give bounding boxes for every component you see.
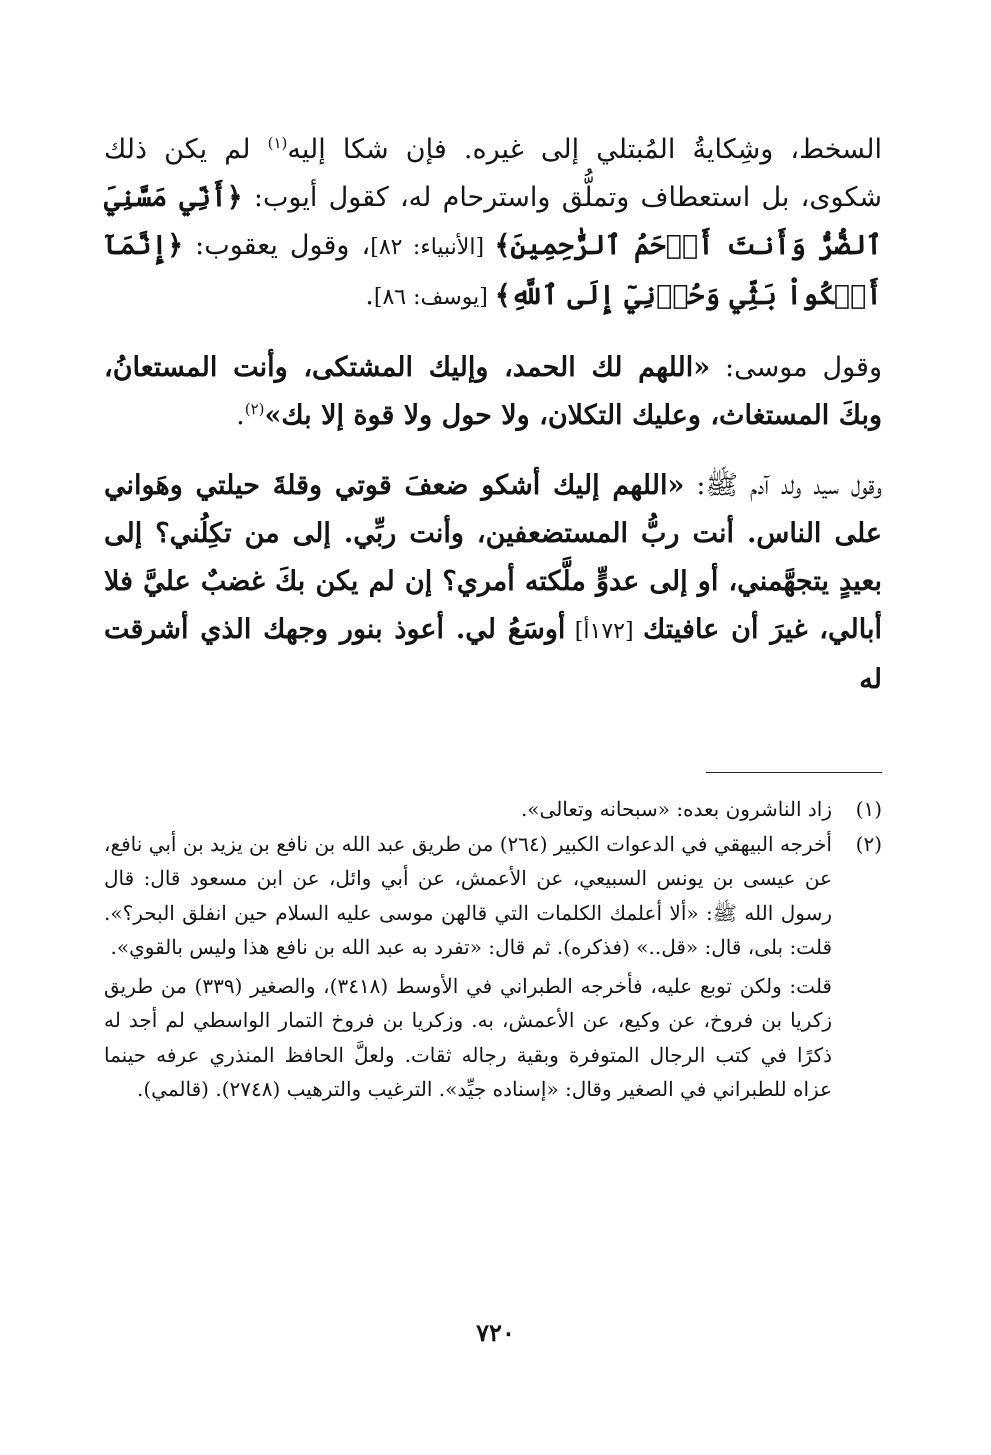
paragraph-1 [104,126,882,322]
prophet-supplication-cont: أوسَعُ لي. أعوذ بنور وجهك الذي أشرقت له [104,614,882,695]
footnotes [104,792,882,1107]
page-number: ٧٢٠ [476,1318,515,1347]
text-run: وقول موسى: [710,352,883,383]
footnote-number: (٢) [855,831,882,856]
manuscript-folio-marker: [١٧٢أ] [565,619,643,644]
quran-verse-ayyub: ﴿أَنِّي مَسَّنِيَ ٱلضُّرُّ وَأَنتَ أَرۡحَمُ ٱلرَّٰحِمِينَ﴾ [104,182,883,261]
musa-supplication: «اللهم لك الحمد، وإليك المشتكى، وأنت المستعانُ، وبكَ المستغاث، وعليك التكلان، ولا حول ولا قوة إلا بك» [104,352,882,431]
text-run: . [365,280,374,311]
text-run: السخط، وشِكايةُ المُبتلي إلى غيره. فإن شكا إليه [287,134,882,165]
text-run: . [236,400,245,431]
verse-reference: [الأنبياء: ٨٢] [370,235,495,260]
paragraph-3 [104,462,882,704]
footnote-2 [104,827,882,1107]
text-run: لم يكن ذلك شكوى، بل استعطاف وتملُّق واسترحام له، كقول أيوب: [104,134,883,213]
verse-reference: [يوسف: ٨٦] [373,285,495,310]
text-run: ، وقول يعقوب: [183,230,371,261]
footnote-number: (١) [855,797,882,821]
footnote-ref-1[interactable]: (١) [267,134,288,152]
footnote-separator [706,772,882,773]
paragraph-2 [104,344,882,440]
footnote-text: زاد الناشرون بعده: «سبحانه وتعالى». [520,797,832,821]
quran-verse-yaqub: ﴿إِنَّمَآ أَشۡكُواْ بَثِّي وَحُزۡنِيٓ إِلَى ٱللَّهِ﴾ [104,230,882,311]
footnote-ref-2[interactable]: (٢) [244,400,265,418]
footnote-text-continued: قلت: ولكن توبع عليه، فأخرجه الطبراني في الأوسط (٣٤١٨)، والصغير (٣٣٩) من طريق زكريا بن فروخ، عن وكيع، عن الأعمش، به. وزكريا بن فروخ التمار الواسطي لم أجد له ذكرًا في كتب الرجال المتوفرة وبقية رجاله ثقات. ولعلَّ الحافظ المنذري عرفه حينما عزاه للطبراني في الصغير وقال: «إسناده جيِّد». الترغيب والترهيب (٢٧٤٨). (قالمي). [104,973,832,1101]
text-run: وقول سيد ولد آدم ﷺ: [684,470,883,501]
main-text [104,126,882,704]
footnote-text: أخرجه البيهقي في الدعوات الكبير (٢٦٤) من طريق عبد الله بن نافع بن يزيد بن أبي نافع، عن عيسى بن يونس السبيعي، عن الأعمش، عن أبي وائل، عن ابن مسعود قال: قال رسول الله ﷺ: «ألا أعلمك الكلمات التي قالهن موسى عليه السلام حين انفلق البحر؟». قلت: بلى، قال: «قل..» (فذكره). ثم قال: «تفرد به عبد الله بن نافع هذا وليس بالقوي». [104,831,832,959]
prophet-supplication: «اللهم إليك أشكو ضعفَ قوتي وقلةَ حيلتي وهَواني على الناس. أنت ربُّ المستضعفين، وأنت ربِّي. إلى من تكِلُني؟ إلى بعيدٍ يتجهَّمني، أو إلى عدوٍّ ملَّكته أمري؟ إن لم يكن بكَ غضبٌ عليَّ فلا أبالي، غيرَ أن عافيتك [104,470,882,645]
footnote-1 [104,792,882,827]
